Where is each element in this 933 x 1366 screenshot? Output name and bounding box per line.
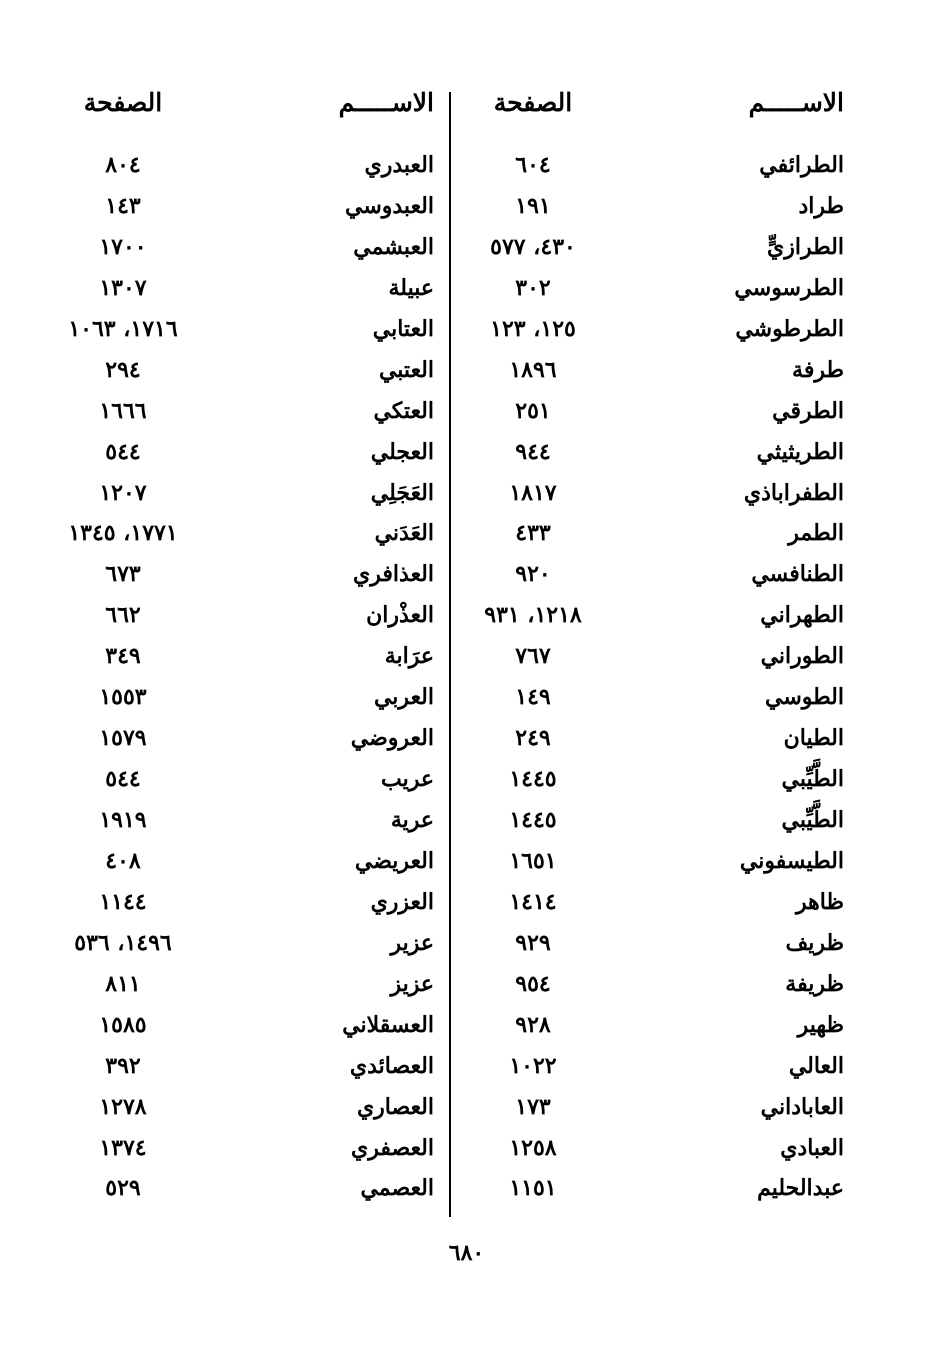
index-entry bbox=[478, 889, 850, 930]
index-entry bbox=[68, 275, 440, 316]
entry-name: العذافري bbox=[353, 561, 434, 588]
entry-page: ١٨١٧ bbox=[509, 479, 557, 506]
index-entry bbox=[68, 561, 440, 602]
index-entry bbox=[68, 1135, 440, 1176]
entry-page: ١٧٠٠ bbox=[99, 233, 147, 260]
index-entry bbox=[68, 357, 440, 398]
entry-page: ١١٥١ bbox=[509, 1175, 557, 1202]
entry-page: ١٥٧٩ bbox=[99, 725, 147, 752]
entry-name: الطيان bbox=[783, 725, 844, 752]
index-entry bbox=[68, 971, 440, 1012]
entry-name: العَجَلِي bbox=[370, 479, 434, 506]
entry-name: العاباداني bbox=[760, 1093, 844, 1120]
right-column-entries bbox=[478, 152, 850, 1216]
entry-page: ٩٢٠ bbox=[515, 561, 551, 588]
entry-name: العبشمي bbox=[353, 233, 434, 260]
column-divider bbox=[449, 92, 451, 1217]
index-entry bbox=[478, 971, 850, 1012]
entry-name: عزير bbox=[390, 929, 434, 956]
entry-page: ١٢٠٧ bbox=[99, 479, 147, 506]
entry-name: عرية bbox=[390, 807, 434, 833]
entry-page: ١٣٧٤ bbox=[99, 1134, 147, 1161]
left-column bbox=[68, 88, 440, 1216]
entry-page: ١٧١٦، ١٠٦٣ bbox=[68, 315, 178, 342]
entry-page: ١١٤٤ bbox=[99, 888, 147, 915]
right-column-header bbox=[478, 88, 850, 132]
index-entry bbox=[68, 316, 440, 357]
entry-page: ٧٦٧ bbox=[515, 643, 551, 670]
page-header: الصفحة bbox=[83, 88, 163, 117]
index-entry bbox=[68, 643, 440, 684]
entry-name: الطيسفوني bbox=[739, 847, 844, 874]
entry-page: ١٤٩٦، ٥٣٦ bbox=[74, 929, 172, 956]
index-entry bbox=[68, 725, 440, 766]
entry-name: الطفراباذي bbox=[743, 479, 844, 506]
left-column-header bbox=[68, 88, 440, 132]
entry-name: العبدري bbox=[364, 152, 434, 178]
entry-page: ١٣٠٧ bbox=[99, 274, 147, 301]
entry-page: ١٨٩٦ bbox=[509, 356, 557, 383]
entry-name: العتبي bbox=[378, 356, 434, 383]
index-entry bbox=[478, 398, 850, 439]
entry-name: الطرطوشي bbox=[735, 315, 844, 342]
entry-page: ١٤٤٥ bbox=[509, 766, 557, 793]
entry-name: الطَّيِّبي bbox=[781, 766, 844, 793]
name-header: الاســـــم bbox=[338, 88, 434, 117]
entry-name: الطوسي bbox=[765, 684, 844, 711]
entry-page: ١٤٩ bbox=[515, 684, 551, 711]
entry-name: العجلي bbox=[370, 438, 434, 465]
index-entry bbox=[68, 1094, 440, 1135]
entry-page: ٤٣٠، ٥٧٧ bbox=[490, 233, 576, 260]
index-entry bbox=[68, 480, 440, 521]
left-column-entries bbox=[68, 152, 440, 1216]
entry-page: ٨١١ bbox=[105, 970, 141, 997]
entry-name: الطرائفي bbox=[759, 152, 844, 178]
index-entry bbox=[478, 602, 850, 643]
right-column bbox=[478, 88, 850, 1216]
index-entry bbox=[68, 152, 440, 193]
index-entry bbox=[478, 725, 850, 766]
entry-name: عزيز bbox=[390, 970, 434, 997]
entry-name: العريضي bbox=[354, 847, 434, 874]
index-entry bbox=[68, 766, 440, 807]
entry-name: ظريفة bbox=[785, 970, 844, 997]
index-entry bbox=[478, 1135, 850, 1176]
index-entry bbox=[478, 561, 850, 602]
entry-page: ١٦٦٦ bbox=[99, 397, 147, 424]
entry-page: ١٢٥٨ bbox=[509, 1134, 557, 1161]
entry-page: ٦٧٣ bbox=[105, 561, 141, 588]
entry-name: العبادي bbox=[780, 1134, 844, 1161]
entry-page: ٥٤٤ bbox=[105, 766, 141, 793]
entry-page: ٩٢٨ bbox=[515, 1011, 551, 1038]
entry-name: الطهراني bbox=[760, 602, 844, 629]
index-entry bbox=[478, 480, 850, 521]
entry-name: الطريثيثي bbox=[756, 438, 844, 465]
entry-name: العالي bbox=[788, 1052, 844, 1079]
index-entry bbox=[68, 807, 440, 848]
entry-name: العصفري bbox=[351, 1134, 434, 1161]
index-entry bbox=[478, 316, 850, 357]
entry-name: العذْران bbox=[366, 602, 434, 629]
index-entry bbox=[68, 684, 440, 725]
index-entry bbox=[478, 234, 850, 275]
index-entry bbox=[478, 1094, 850, 1135]
entry-page: ١٢٧٨ bbox=[99, 1093, 147, 1120]
entry-name: الطنافسي bbox=[751, 561, 844, 588]
entry-name: الطوراني bbox=[760, 643, 844, 670]
entry-name: العسقلاني bbox=[342, 1011, 434, 1038]
entry-page: ٩٥٤ bbox=[515, 970, 551, 997]
entry-name: الطمر bbox=[788, 520, 844, 547]
page-header: الصفحة bbox=[493, 88, 573, 117]
index-entry bbox=[68, 1175, 440, 1216]
index-entry bbox=[478, 152, 850, 193]
entry-page: ٢٤٩ bbox=[515, 725, 551, 752]
index-entry bbox=[478, 1012, 850, 1053]
entry-page: ٨٠٤ bbox=[105, 152, 141, 178]
index-entry bbox=[68, 439, 440, 480]
entry-page: ١٢١٨، ٩٣١ bbox=[484, 602, 582, 629]
entry-name: الطَّيِّبي bbox=[781, 807, 844, 833]
entry-page: ٤٣٣ bbox=[515, 520, 551, 547]
entry-name: عبدالحليم bbox=[757, 1175, 844, 1202]
entry-page: ٣٩٢ bbox=[105, 1052, 141, 1079]
entry-page: ١٩١٩ bbox=[99, 807, 147, 833]
index-entry bbox=[478, 520, 850, 561]
entry-name: ظهير bbox=[797, 1011, 844, 1038]
entry-page: ٩٤٤ bbox=[515, 438, 551, 465]
entry-page: ٥٢٩ bbox=[105, 1175, 141, 1202]
index-entry bbox=[68, 193, 440, 234]
index-entry bbox=[478, 193, 850, 234]
entry-name: العتابي bbox=[372, 315, 434, 342]
entry-name: العَدَني bbox=[374, 520, 434, 547]
page-number: ٦٨٠ bbox=[448, 1240, 485, 1266]
index-entry bbox=[478, 1053, 850, 1094]
entry-name: العصاري bbox=[356, 1093, 434, 1120]
entry-page: ١٩١ bbox=[515, 192, 551, 219]
entry-name: الطرقي bbox=[772, 397, 844, 424]
entry-name: الطرازيٍّ bbox=[767, 233, 844, 260]
index-entry bbox=[478, 848, 850, 889]
entry-name: طراد bbox=[798, 192, 844, 219]
index-entry bbox=[68, 1012, 440, 1053]
entry-page: ١٧٧١، ١٣٤٥ bbox=[68, 520, 178, 547]
entry-page: ٢٥١ bbox=[515, 397, 551, 424]
index-entry bbox=[68, 848, 440, 889]
index-entry bbox=[478, 275, 850, 316]
entry-name: طرفة bbox=[792, 356, 844, 383]
entry-name: العصمي bbox=[360, 1175, 434, 1202]
entry-name: العربي bbox=[373, 684, 434, 711]
index-entry bbox=[478, 766, 850, 807]
entry-page: ٣٠٢ bbox=[515, 274, 551, 301]
entry-name: العزري bbox=[370, 888, 434, 915]
index-entry bbox=[68, 889, 440, 930]
index-entry bbox=[478, 643, 850, 684]
entry-page: ١٥٨٥ bbox=[99, 1011, 147, 1038]
entry-page: ١٠٢٢ bbox=[509, 1052, 557, 1079]
entry-name: العتكي bbox=[373, 397, 434, 424]
index-entry bbox=[478, 930, 850, 971]
entry-page: ٦٠٤ bbox=[515, 152, 551, 178]
index-entry bbox=[478, 1175, 850, 1216]
entry-name: ظريف bbox=[785, 929, 844, 956]
name-header: الاســـــم bbox=[748, 88, 844, 117]
index-entry bbox=[478, 807, 850, 848]
entry-name: العروضي bbox=[350, 725, 434, 752]
index-entry bbox=[68, 930, 440, 971]
entry-name: عبيلة bbox=[388, 274, 434, 301]
entry-page: ١٤٣ bbox=[105, 192, 141, 219]
entry-name: عريب bbox=[381, 766, 434, 793]
entry-name: العصائدي bbox=[349, 1052, 434, 1079]
index-entry bbox=[68, 520, 440, 561]
index-entry bbox=[68, 398, 440, 439]
entry-name: ظاهر bbox=[796, 888, 844, 915]
entry-page: ٥٤٤ bbox=[105, 438, 141, 465]
index-entry bbox=[68, 234, 440, 275]
entry-page: ١٢٥، ١٢٣ bbox=[490, 315, 576, 342]
entry-name: عرَابة bbox=[384, 643, 434, 670]
entry-page: ٣٤٩ bbox=[105, 643, 141, 670]
index-entry bbox=[68, 602, 440, 643]
entry-page: ١٤٤٥ bbox=[509, 807, 557, 833]
index-entry bbox=[478, 684, 850, 725]
index-entry bbox=[478, 439, 850, 480]
entry-page: ١٥٥٣ bbox=[99, 684, 147, 711]
entry-page: ٦٦٢ bbox=[105, 602, 141, 629]
entry-page: ٩٢٩ bbox=[515, 929, 551, 956]
entry-page: ١٤١٤ bbox=[509, 888, 557, 915]
entry-page: ١٦٥١ bbox=[509, 847, 557, 874]
entry-page: ١٧٣ bbox=[515, 1093, 551, 1120]
index-entry bbox=[478, 357, 850, 398]
entry-name: الطرسوسي bbox=[734, 274, 844, 301]
entry-page: ٤٠٨ bbox=[105, 847, 141, 874]
index-entry bbox=[68, 1053, 440, 1094]
entry-page: ٢٩٤ bbox=[105, 356, 141, 383]
entry-name: العبدوسي bbox=[344, 192, 434, 219]
